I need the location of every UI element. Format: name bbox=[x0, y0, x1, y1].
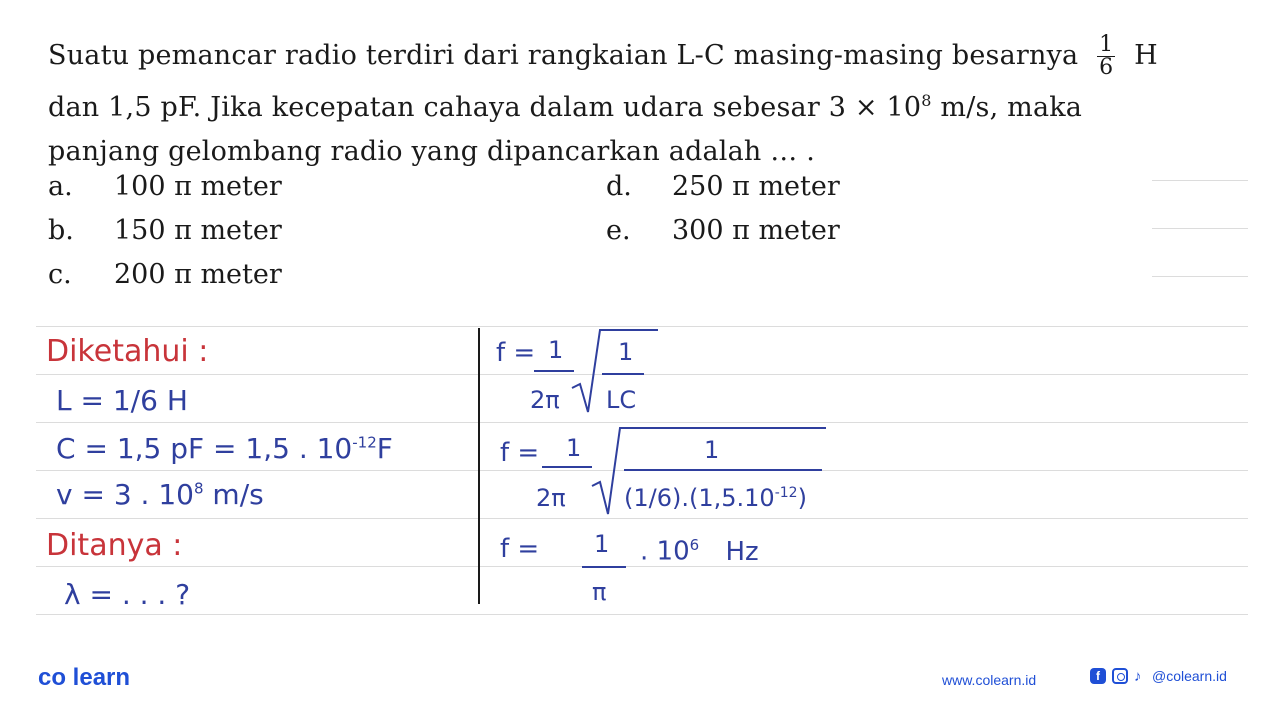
option-value: 100 π meter bbox=[114, 171, 282, 202]
formula-1-num: 1 bbox=[548, 336, 564, 364]
option-label: e. bbox=[606, 215, 631, 246]
unit-farad: F bbox=[376, 432, 393, 465]
fraction-denominator: 6 bbox=[1099, 55, 1114, 80]
colearn-logo: co learn bbox=[38, 664, 131, 691]
question-line-1-text: Suatu pemancar radio terdiri dari rangkaian L-C masing-masing besarnya bbox=[48, 40, 1079, 71]
option-label: a. bbox=[48, 171, 73, 202]
asked-wavelength: λ = . . . ? bbox=[64, 578, 191, 611]
fraction-bar bbox=[542, 466, 592, 468]
heading-ditanya: Ditanya : bbox=[46, 528, 183, 563]
option-a[interactable] bbox=[48, 172, 282, 202]
rad-den-text: (1/6).(1,5.10 bbox=[624, 484, 775, 512]
question-line-1 bbox=[48, 32, 1158, 80]
option-label: d. bbox=[606, 171, 632, 202]
option-b[interactable] bbox=[48, 216, 282, 246]
given-velocity bbox=[56, 478, 264, 511]
question-line-2 bbox=[48, 79, 1148, 130]
formula-2-num: 1 bbox=[566, 434, 582, 462]
formula-3-mult bbox=[640, 536, 759, 567]
column-divider bbox=[478, 328, 480, 604]
exponent: -12 bbox=[352, 433, 377, 452]
exponent: 8 bbox=[193, 479, 204, 498]
velocity-text: v = 3 . 10 bbox=[56, 478, 194, 511]
option-value: 150 π meter bbox=[114, 215, 282, 246]
website-link[interactable]: www.colearn.id bbox=[942, 672, 1037, 688]
rad-den-close: ) bbox=[797, 484, 807, 512]
given-capacitance bbox=[56, 432, 393, 465]
given-inductance: L = 1/6 H bbox=[56, 384, 188, 417]
option-label: c. bbox=[48, 259, 72, 290]
question-line-2-text: dan 1,5 pF. Jika kecepatan cahaya dalam udara sebesar 3 × 10 bbox=[48, 92, 922, 123]
formula-1-den: 2π bbox=[530, 386, 560, 414]
unit-henry: H bbox=[1134, 40, 1158, 71]
formula-3-den: π bbox=[592, 578, 607, 606]
capacitance-text: C = 1,5 pF = 1,5 . 10 bbox=[56, 432, 353, 465]
option-value: 300 π meter bbox=[672, 215, 840, 246]
question-line-3-text: panjang gelombang radio yang dipancarkan adalah … . bbox=[48, 136, 816, 167]
formula-1-rad-num: 1 bbox=[618, 338, 634, 366]
multiplier: . 10 bbox=[640, 536, 690, 567]
option-c[interactable] bbox=[48, 260, 282, 290]
social-handle: @colearn.id bbox=[1152, 668, 1227, 684]
question-text bbox=[48, 32, 1158, 174]
option-d[interactable] bbox=[606, 172, 840, 202]
divider bbox=[1152, 180, 1248, 181]
question-line-2-tail: m/s, maka bbox=[931, 92, 1083, 123]
facebook-icon[interactable]: f bbox=[1090, 668, 1106, 684]
fraction-bar bbox=[534, 370, 574, 372]
divider bbox=[1152, 228, 1248, 229]
fraction-bar bbox=[582, 566, 626, 568]
exponent: 8 bbox=[921, 91, 932, 110]
option-value: 200 π meter bbox=[114, 259, 282, 290]
option-value: 250 π meter bbox=[672, 171, 840, 202]
heading-diketahui: Diketahui : bbox=[46, 334, 209, 369]
formula-2-rad-num: 1 bbox=[704, 436, 720, 464]
option-label: b. bbox=[48, 215, 74, 246]
option-e[interactable] bbox=[606, 216, 840, 246]
formula-2-lhs: f = bbox=[500, 438, 540, 468]
social-links bbox=[1090, 668, 1227, 684]
unit-hertz: Hz bbox=[725, 536, 759, 567]
formula-3-lhs: f = bbox=[500, 534, 540, 564]
exponent: 6 bbox=[689, 536, 700, 554]
instagram-icon[interactable] bbox=[1112, 668, 1128, 684]
formula-2-den: 2π bbox=[536, 484, 566, 512]
tiktok-icon[interactable]: ♪ bbox=[1134, 668, 1142, 685]
unit-ms: m/s bbox=[203, 478, 264, 511]
formula-1-rad-den: LC bbox=[606, 386, 637, 414]
divider bbox=[1152, 276, 1248, 277]
fraction-numerator: 1 bbox=[1099, 32, 1114, 57]
formula-3-num: 1 bbox=[594, 530, 610, 558]
formula-2-rad-den bbox=[624, 484, 807, 512]
fraction-one-sixth bbox=[1097, 34, 1115, 79]
question-line-3 bbox=[48, 130, 1148, 174]
formula-1-lhs: f = bbox=[496, 338, 536, 368]
ruled-line bbox=[36, 614, 1248, 615]
exponent: -12 bbox=[774, 485, 798, 501]
